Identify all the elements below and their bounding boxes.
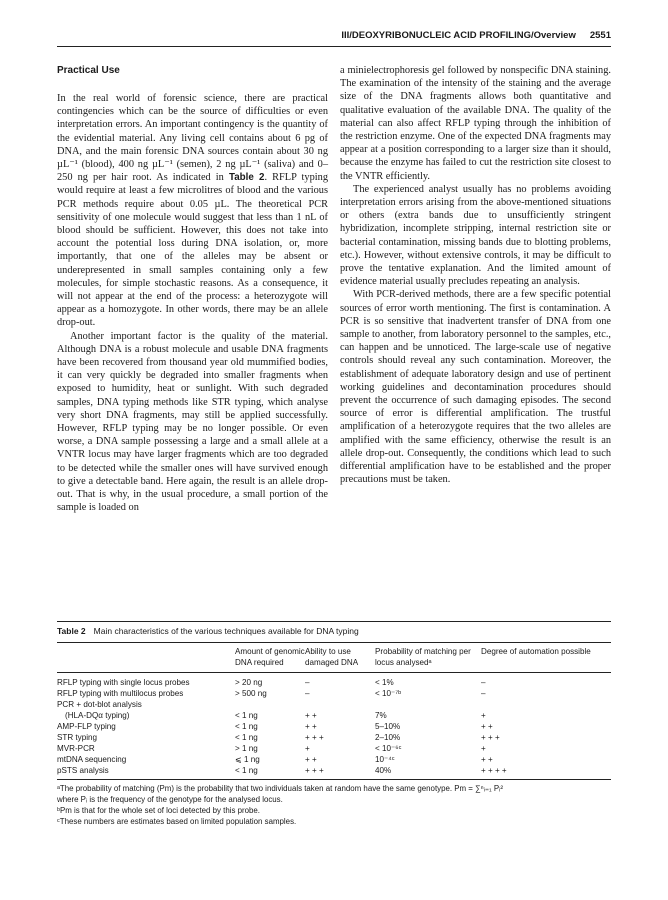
table-cell: < 10⁻⁷ᵇ <box>375 689 402 698</box>
table-2 <box>57 621 611 827</box>
table-cell <box>481 699 611 710</box>
table-caption-text: Main characteristics of the various techniques available for DNA typing <box>93 626 359 636</box>
table-cell: MVR-PCR <box>57 744 95 753</box>
table-cell: < 1% <box>375 678 394 687</box>
table-row <box>57 721 611 732</box>
header-rule <box>57 46 611 47</box>
table-cell: + + <box>305 722 317 731</box>
footnote-b: ᵇPm is that for the whole set of loci detected by this probe. <box>57 806 260 815</box>
table-cell <box>235 699 305 710</box>
table-cell: 2–10% <box>375 733 401 742</box>
paragraph-4: The experienced analyst usually has no problems avoiding interpretation errors arising from the above-mentioned situations or others (extra bands due to unsufficiently stringent hybridization, incomplete stripping, internal restriction site or bacterial contamination, missing bands due to blotting problems, etc.). However, without extensive controls, it may be difficult to prove the tentative explanation. And the limited amount of evidence material usually precludes repeating an analysis. <box>340 183 611 288</box>
running-title: III/DEOXYRIBONUCLEIC ACID PROFILING/Overview <box>341 30 576 41</box>
left-column <box>57 64 328 515</box>
table-cell: < 10⁻⁶ᶜ <box>375 744 402 753</box>
table-cell: > 1 ng <box>235 744 258 753</box>
table-cell: < 1 ng <box>235 733 258 742</box>
paragraph-1 <box>57 92 328 330</box>
table-row <box>57 743 611 754</box>
column-header: Ability to use damaged DNA <box>305 643 375 673</box>
table-cell: + + + + <box>481 766 507 775</box>
table-cell: PCR + dot-blot analysis <box>57 700 142 709</box>
table-footnotes <box>57 779 611 827</box>
table-cell: + <box>481 711 486 720</box>
table-label: Table 2 <box>57 626 86 636</box>
table-reference: Table 2 <box>228 172 265 184</box>
table-cell: + + + <box>305 766 324 775</box>
table-row <box>57 699 611 710</box>
table-cell: < 1 ng <box>235 722 258 731</box>
table-cell: – <box>305 689 310 698</box>
table-cell: + + <box>481 722 493 731</box>
table-caption <box>57 622 611 642</box>
column-header: Amount of genomic DNA required <box>235 643 305 673</box>
table-cell: + + + <box>481 733 500 742</box>
table-cell: – <box>481 689 486 698</box>
table-cell: 7% <box>375 711 387 720</box>
paragraph-3: a minielectrophoresis gel followed by nonspecific DNA staining. The examination of the intensity of the staining and the average size of the DNA fragments allows both quantitative and qualitative evaluation of the available DNA. The quality of the material can also affect RFLP typing through the inhibition of the restriction enzyme. One of the expected DNA fragments may appear at a position corresponding to a larger size than it should, because the enzyme has failed to cut the restriction site closest to the VNTR efficiently. <box>340 65 611 182</box>
table-cell: – <box>481 678 486 687</box>
table-row <box>57 710 611 721</box>
table-cell: + + <box>481 755 493 764</box>
paragraph-2: Another important factor is the quality of the material. Although DNA is a robust molecule and usable DNA fragments have been recovered from thousand year old mummified bodies, it can very quickly be degraded into smaller fragments when exposed to humidity, heat or sunlight. With such degraded samples, DNA typing methods like STR typing, which analyse very short DNA fragments, may still be applied successfully. However, RFLP typing may be no longer possible. Or even worse, a DNA sample possessing a large and a small allele at a VNTR locus may have larger fragments which are too degraded to be detected while the smaller ones will have survived enough to give a detectable band. Here again, the result is an allele drop-out. That is why, in the usual procedure, a small portion of the sample is loaded on <box>57 330 328 514</box>
table-cell: > 500 ng <box>235 689 267 698</box>
table-cell: + + <box>305 711 317 720</box>
table-cell: RFLP typing with multilocus probes <box>57 689 184 698</box>
table-cell: RFLP typing with single locus probes <box>57 678 190 687</box>
table-cell: pSTS analysis <box>57 766 109 775</box>
paragraph-1-text: In the real world of forensic science, there are practical contingencies which can be the source of difficulties or even interpretation errors. An important contingency is the quantity of the evidential material. Any living cell contains about 6 pg of DNA, and the main forensic DNA sources contain about 30 ng µL⁻¹ (blood), 400 ng µL⁻¹ (semen), 2 ng µL⁻¹ (saliva) and 0–250 ng per hair root. As indicated in <box>57 93 328 184</box>
paragraph-1-tail: . RFLP typing would require at least a few microlitres of blood and the various PCR methods require about 0.05 µL. The theoretical PCR sensitivity of one molecule would suggest that less than 1 nL of blood should be sufficient. However, this does not take into account the potential loss during DNA isolation, or, more importantly, that one of the alleles may be absent or underepresented in small samples containing only a few molecules, for simple stochastic reasons. As a consequence, it will not appear at the end of the process: a heterozygote will appear as a homozygote. In other words, there may be an allele drop-out. <box>57 172 328 329</box>
table-cell: 40% <box>375 766 392 775</box>
table-cell: + <box>481 744 486 753</box>
table-cell: < 1 ng <box>235 711 258 720</box>
footnote-a-cont: where Pᵢ is the frequency of the genotype for the analysed locus. <box>57 795 283 804</box>
table-cell: > 20 ng <box>235 678 263 687</box>
table-cell: AMP-FLP typing <box>57 722 116 731</box>
table-cell: + <box>305 744 310 753</box>
right-column <box>340 64 611 487</box>
table-cell: < 1 ng <box>235 766 258 775</box>
column-header <box>57 643 235 673</box>
column-header: Degree of automation possible <box>481 643 611 673</box>
table-header-row <box>57 643 611 673</box>
table-cell: 5–10% <box>375 722 401 731</box>
table-cell: mtDNA sequencing <box>57 755 127 764</box>
table-cell: STR typing <box>57 733 98 742</box>
table-cell: ⩽ 1 ng <box>235 755 260 764</box>
table-cell: 10⁻⁴ᶜ <box>375 755 395 764</box>
table-cell: + + <box>305 755 317 764</box>
page-number: 2551 <box>589 30 611 41</box>
table-cell: + + + <box>305 733 324 742</box>
table-cell <box>305 699 375 710</box>
footnote-a: ᵃThe probability of matching (Pm) is the probability that two individuals taken at random have the same genotype. Pm = ∑ⁿᵢ₌₁ Pᵢ² <box>57 784 503 793</box>
paragraph-5: With PCR-derived methods, there are a few specific potential sources of error worth mentioning. The first is contamination. A PCR is so sensitive that inadvertent transfer of DNA from one sample to another, from laboratory personnel to the samples, etc., can happen and be unnoticed. The large-scale use of negative controls should reveal any such contamination. Moreover, the establishment of adequate laboratory design and use of pertinent working guidelines and decontamination procedures should prevent the occurrence of such damaging episodes. The second source of error is differential amplification. The trustful amplification of a heterozygote requires that the two alleles are amplified with the same efficiency, otherwise the result is an allele drop-out. Consequently, the conditions which lead to such differential amplification have to be established and the proper precautions must be taken. <box>340 289 611 486</box>
table-row <box>57 765 611 776</box>
column-header: Probability of matching per locus analysedᵃ <box>375 643 481 673</box>
table-row <box>57 688 611 699</box>
table-row <box>57 732 611 743</box>
table-row <box>57 677 611 688</box>
table-cell <box>375 699 481 710</box>
footnote-c: ᶜThese numbers are estimates based on limited population samples. <box>57 817 297 826</box>
table-cell: (HLA-DQα typing) <box>65 711 130 720</box>
data-table <box>57 642 611 776</box>
section-title: Practical Use <box>57 65 120 76</box>
table-row <box>57 754 611 765</box>
table-cell: – <box>305 678 310 687</box>
running-head <box>57 30 611 41</box>
